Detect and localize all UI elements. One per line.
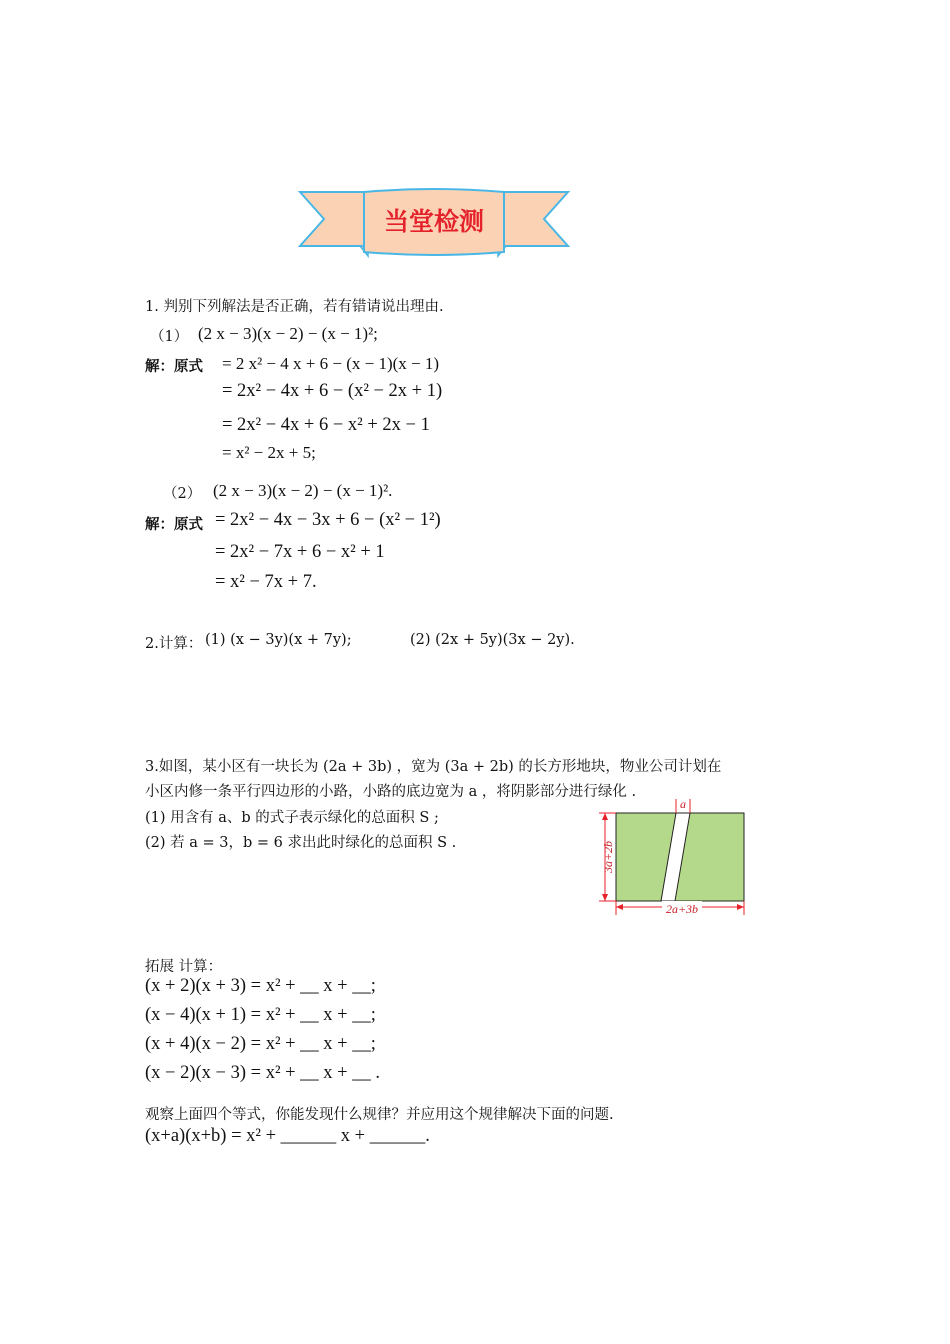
q1-p2-line-1: = 2x² − 4x − 3x + 6 − (x² − 1²) <box>215 510 441 530</box>
q1-p2-line-2: = 2x² − 7x + 6 − x² + 1 <box>215 542 385 562</box>
q2-label: 2.计算： <box>145 636 203 652</box>
ext-line-1: (x + 2)(x + 3) = x² + __ x + __; <box>145 976 376 996</box>
ext-line-4: (x − 2)(x − 3) = x² + __ x + __ . <box>145 1063 380 1083</box>
title-banner <box>298 188 570 258</box>
q1-p1-expr: (2 x − 3)(x − 2) − (x − 1)²; <box>198 324 378 343</box>
dim-bottom-arrow-left <box>616 904 623 910</box>
q3-line-1: 3.如图，某小区有一块长为 (2a + 3b) ，宽为 (3a + 2b) 的长方形地块，物业公司计划在 <box>145 759 722 775</box>
q1-p1-solution-label: 解：原式 <box>145 358 203 375</box>
ext-line-2: (x − 4)(x + 1) = x² + __ x + __; <box>145 1005 376 1025</box>
label-2a-3b: 2a+3b <box>665 902 699 916</box>
q1-p1-label: （1） <box>150 329 189 345</box>
ext-general-formula: (x+a)(x+b) = x² + ______ x + ______. <box>145 1126 430 1146</box>
q1-p2-line-3: = x² − 7x + 7. <box>215 572 317 592</box>
banner-title: 当堂检测 <box>383 207 485 236</box>
ext-line-3: (x + 4)(x − 2) = x² + __ x + __; <box>145 1034 376 1054</box>
q1-p2-expr: (2 x − 3)(x − 2) − (x − 1)². <box>213 481 393 500</box>
rectangle-figure <box>596 797 748 919</box>
banner-right-tail <box>498 192 568 246</box>
q1-p2-label: （2） <box>163 486 202 502</box>
q1-p1-line-2: = 2x² − 4x + 6 − (x² − 2x + 1) <box>222 381 443 401</box>
q2-part-1: (1) (x − 3y)(x + 7y); <box>205 632 352 648</box>
q3-sub-2: (2) 若 a = 3，b = 6 求出此时绿化的总面积 S . <box>145 835 457 851</box>
q2-part-2: (2) (2x + 5y)(3x − 2y). <box>410 632 575 648</box>
dim-bottom-arrow-right <box>737 904 744 910</box>
ext-observe: 观察上面四个等式，你能发现什么规律？并应用这个规律解决下面的问题. <box>145 1107 614 1123</box>
q1-stem: 1. 判别下列解法是否正确，若有错请说出理由. <box>145 299 444 315</box>
q1-p1-line-1: = 2 x² − 4 x + 6 − (x − 1)(x − 1) <box>222 354 440 373</box>
q1-p1-line-3: = 2x² − 4x + 6 − x² + 2x − 1 <box>222 415 430 435</box>
ext-title: 拓展 计算： <box>145 959 223 975</box>
banner-left-tail <box>300 192 368 246</box>
q1-p1-line-4: = x² − 2x + 5; <box>222 443 316 462</box>
q3-line-2: 小区内修一条平行四边形的小路，小路的底边宽为 a ，将阴影部分进行绿化 . <box>145 784 637 800</box>
dim-left-arrow-down <box>602 894 608 901</box>
q1-p2-solution-label: 解：原式 <box>145 516 203 533</box>
label-a: a <box>680 797 686 811</box>
label-3a-2b: 3a+2b <box>601 840 615 874</box>
dim-left-arrow-up <box>602 813 608 820</box>
q3-sub-1: (1) 用含有 a、b 的式子表示绿化的总面积 S ; <box>145 810 439 826</box>
